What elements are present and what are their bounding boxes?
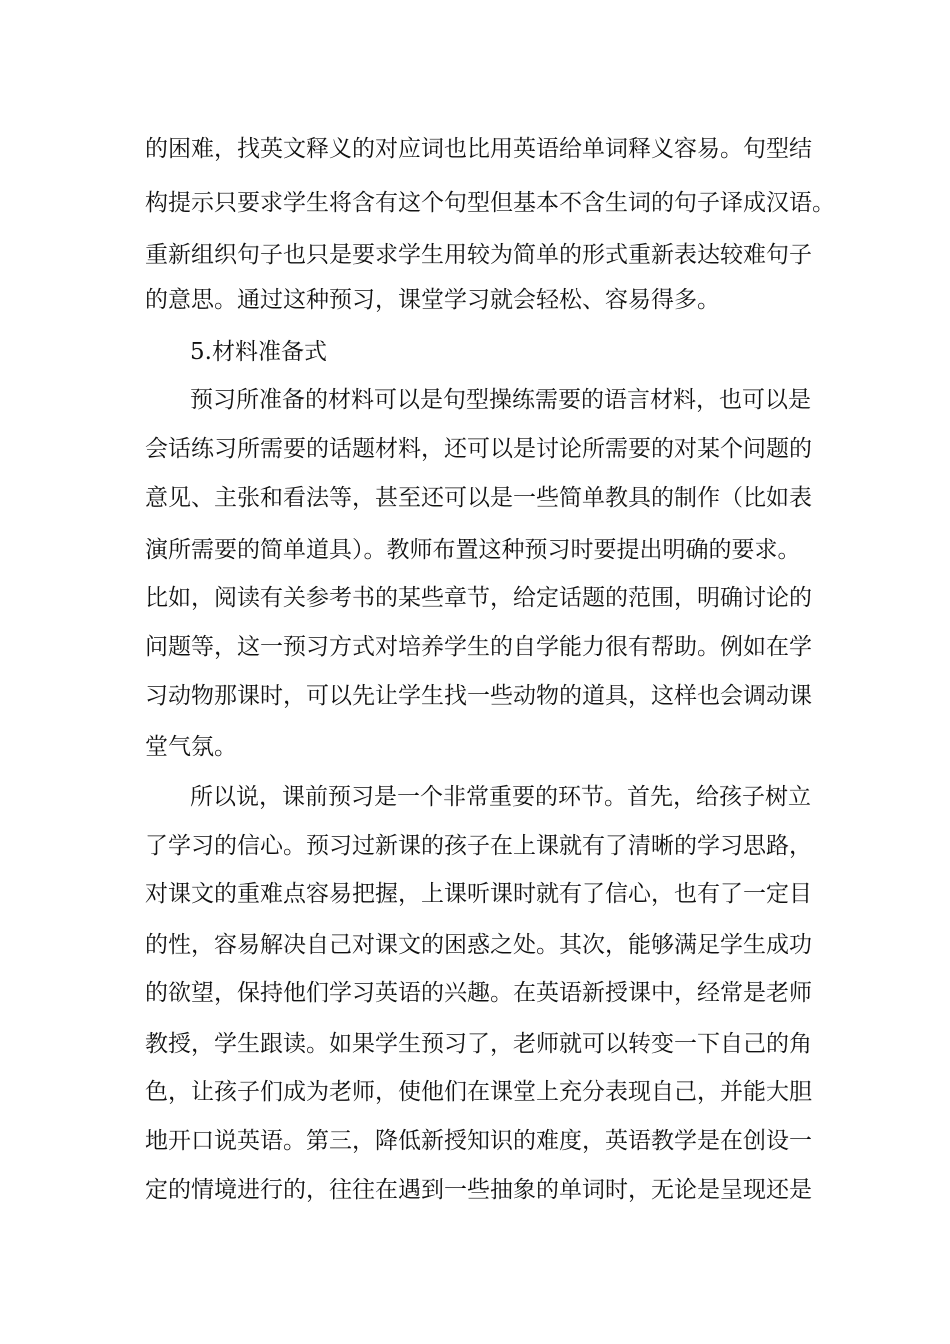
text-line-13: 堂气氛。 [145, 734, 237, 760]
text-line-9: 演所需要的简单道具）。教师布置这种预习时要提出明确的要求。 [145, 537, 801, 563]
text-line-4: 的意思。通过这种预习，课堂学习就会轻松、容易得多。 [145, 287, 720, 313]
text-line-7: 会话练习所需要的话题材料，还可以是讨论所需要的对某个问题的 [145, 436, 812, 462]
section-heading: 5.材料准备式 [190, 339, 327, 365]
text-line-8: 意见、主张和看法等，甚至还可以是一些简单教具的制作（比如表 [145, 485, 812, 511]
text-line-11: 问题等，这一预习方式对培养学生的自学能力很有帮助。例如在学 [145, 634, 812, 660]
text-line-15: 了学习的信心。预习过新课的孩子在上课就有了清晰的学习思路， [145, 833, 812, 859]
text-line-14: 所以说，课前预习是一个非常重要的环节。首先，给孩子树立 [190, 784, 811, 810]
text-line-6: 预习所准备的材料可以是句型操练需要的语言材料，也可以是 [190, 387, 811, 413]
text-line-22: 定的情境进行的，往往在遇到一些抽象的单词时，无论是呈现还是 [145, 1177, 812, 1203]
text-line-12: 习动物那课时，可以先让学生找一些动物的道具，这样也会调动课 [145, 683, 812, 709]
text-line-2: 构提示只要求学生将含有这个句型但基本不含生词的句子译成汉语。 [145, 190, 835, 216]
text-line-16: 对课文的重难点容易把握，上课听课时就有了信心，也有了一定目 [145, 881, 812, 907]
text-line-19: 教授，学生跟读。如果学生预习了，老师就可以转变一下自己的角 [145, 1031, 812, 1057]
text-line-3: 重新组织句子也只是要求学生用较为简单的形式重新表达较难句子 [145, 242, 812, 268]
text-line-21: 地开口说英语。第三，降低新授知识的难度，英语教学是在创设一 [145, 1128, 812, 1154]
text-line-17: 的性，容易解决自己对课文的困惑之处。其次，能够满足学生成功 [145, 932, 812, 958]
text-line-1: 的困难，找英文释义的对应词也比用英语给单词释义容易。句型结 [145, 136, 812, 162]
text-line-20: 色，让孩子们成为老师，使他们在课堂上充分表现自己，并能大胆 [145, 1079, 812, 1105]
text-line-10: 比如，阅读有关参考书的某些章节，给定话题的范围，明确讨论的 [145, 585, 812, 611]
text-line-18: 的欲望，保持他们学习英语的兴趣。在英语新授课中，经常是老师 [145, 980, 812, 1006]
